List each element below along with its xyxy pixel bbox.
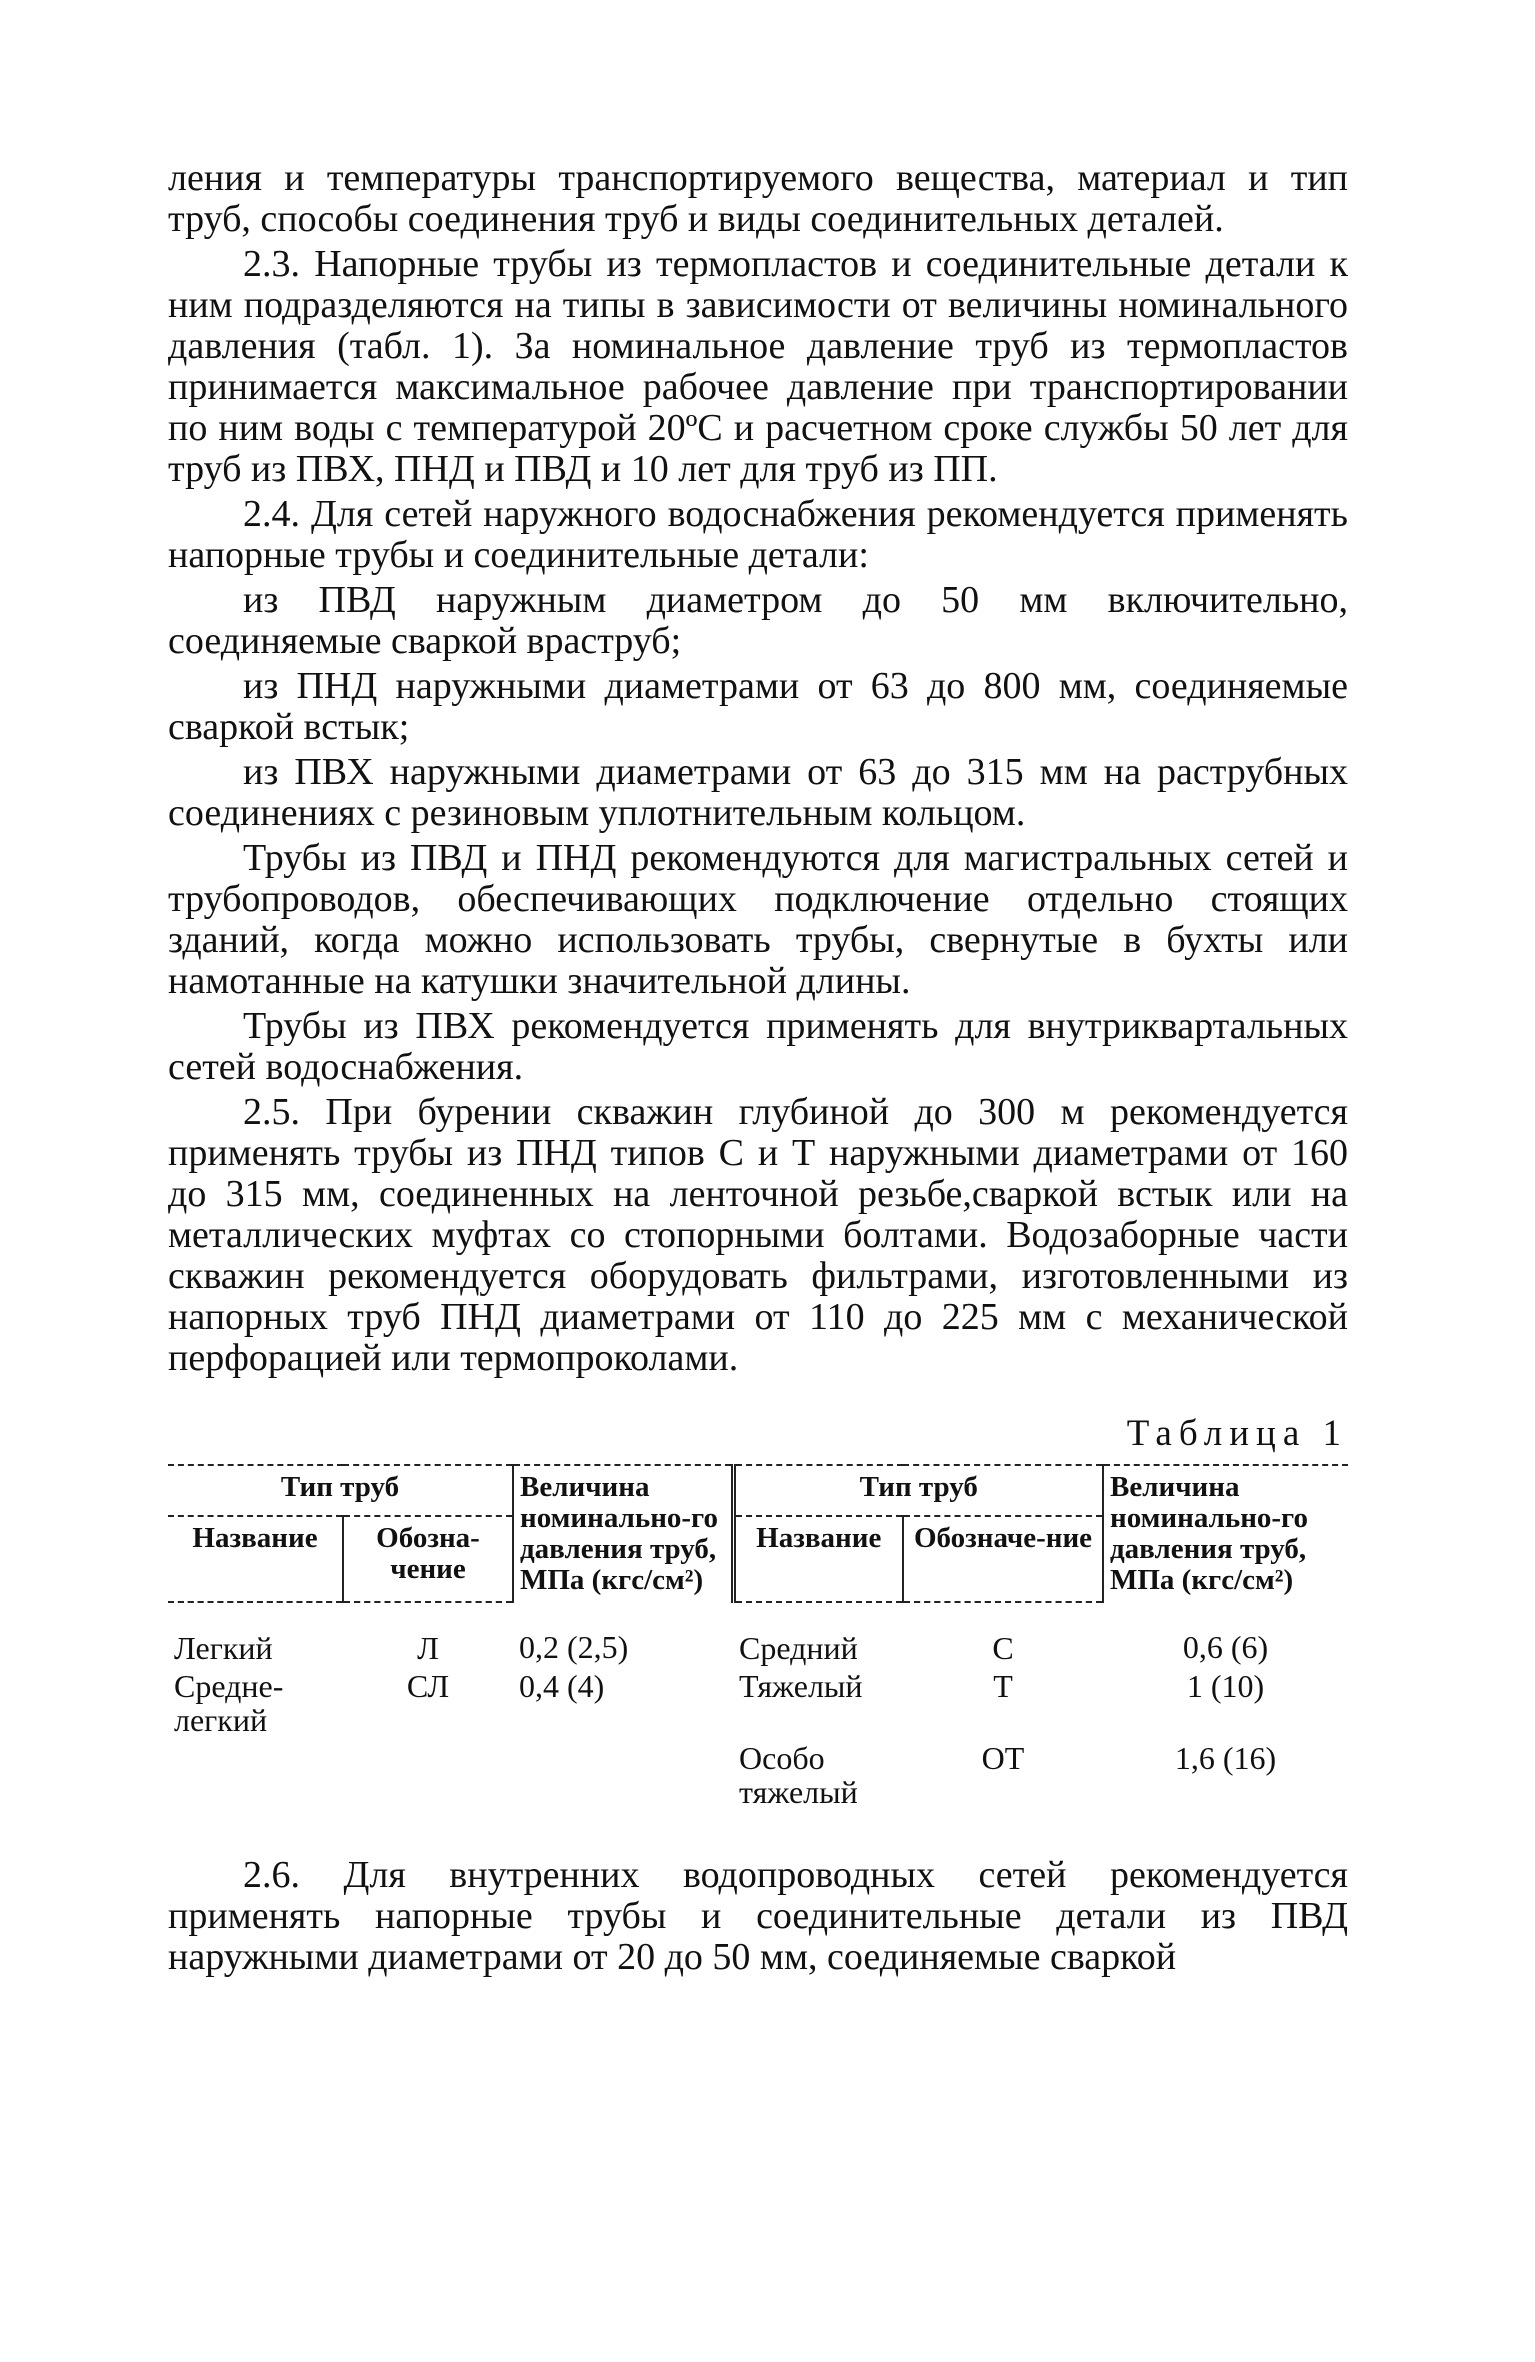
cell-code-right: ОТ — [981, 1740, 1025, 1776]
cell-code-right: Т — [993, 1668, 1013, 1704]
cell-name-left: Средне-легкий — [174, 1668, 284, 1738]
cell-code-left: Л — [417, 1630, 439, 1666]
cell-name-right: Особо тяжелый — [739, 1740, 858, 1810]
cell-name-right: Средний — [739, 1630, 858, 1666]
header-designation-right: Обозначе-ние — [903, 1516, 1103, 1602]
paragraph-continuation: ления и температуры транспортируемого вещества, материал и тип труб, способы соединения труб и виды соединительных деталей. — [168, 157, 1348, 240]
paragraph-2-5: 2.5. При бурении скважин глубиной до 300 м рекомендуется применять трубы из ПНД типов С и Т наружными диаметрами от 160 до 315 мм, соединенных на ленточной резьбе,сваркой встык или на металлических муфтах со стопорными болтами. Водозаборные части скважин рекомендуется оборудовать фильтрами, изготовленными из напорных труб ПНД диаметрами от 110 до 225 мм с механической перфорацией или термопроколами. — [168, 1091, 1348, 1379]
table-row — [168, 1602, 1348, 1667]
cell-name-right: Тяжелый — [739, 1668, 863, 1704]
paragraph-pvh-use: Трубы из ПВХ рекомендуется применять для внутриквартальных сетей водоснабжения. — [168, 1005, 1348, 1088]
cell-name-left: Легкий — [174, 1630, 273, 1666]
cell-code-right: С — [992, 1630, 1014, 1666]
cell-value-left: 0,4 (4) — [519, 1668, 605, 1704]
pipe-types-table — [168, 1464, 1348, 1811]
document-page — [168, 158, 1348, 1978]
header-name-left: Название — [168, 1516, 343, 1602]
header-type-group-left: Тип труб — [168, 1465, 513, 1516]
cell-value-right: 1 (10) — [1186, 1668, 1265, 1704]
cell-code-left — [343, 1739, 513, 1811]
paragraph-2-4: 2.4. Для сетей наружного водоснабжения рекомендуется применять напорные трубы и соединительные детали: — [168, 493, 1348, 576]
header-name-right: Название — [733, 1516, 903, 1602]
table-row — [168, 1667, 1348, 1739]
cell-code-left: СЛ — [406, 1668, 450, 1704]
header-type-group-right: Тип труб — [733, 1465, 1103, 1516]
cell-value-right: 0,6 (6) — [1182, 1629, 1269, 1665]
list-item-pvh: из ПВХ наружными диаметрами от 63 до 315 мм на раструбных соединениях с резиновым уплотнительным кольцом. — [168, 751, 1348, 834]
cell-value-left — [513, 1739, 733, 1811]
paragraph-2-6: 2.6. Для внутренних водопроводных сетей рекомендуется применять напорные трубы и соединительные детали из ПВД наружными диаметрами от 20 до 50 мм, соединяемые сваркой — [168, 1854, 1348, 1978]
header-pressure-right: Величина номинально-го давления труб, МПа (кгс/см²) — [1103, 1465, 1348, 1602]
table-row — [168, 1739, 1348, 1811]
cell-name-left — [168, 1739, 343, 1811]
list-item-pnd: из ПНД наружными диаметрами от 63 до 800 мм, соединяемые сваркой встык; — [168, 665, 1348, 748]
paragraph-pvd-pnd-use: Трубы из ПВД и ПНД рекомендуются для магистральных сетей и трубопроводов, обеспечивающих подключение отдельно стоящих зданий, когда можно использовать трубы, свернутые в бухты или намотанные на катушки значительной длины. — [168, 837, 1348, 1002]
paragraph-2-3: 2.3. Напорные трубы из термопластов и соединительные детали к ним подразделяются на типы в зависимости от величины номинального давления (табл. 1). За номинальное давление труб из термопластов принимается максимальное рабочее давление при транспортировании по ним воды с температурой 20ºС и расчетном сроке службы 50 лет для труб из ПВХ, ПНД и ПВД и 10 лет для труб из ПП. — [168, 243, 1348, 490]
cell-value-right: 1,6 (16) — [1174, 1740, 1277, 1776]
cell-value-left: 0,2 (2,5) — [519, 1629, 629, 1665]
table-caption: Таблица 1 — [1126, 1413, 1348, 1454]
list-item-pvd: из ПВД наружным диаметром до 50 мм включительно, соединяемые сваркой враструб; — [168, 579, 1348, 662]
header-pressure-left: Величина номинально-го давления труб, МПа (кгс/см²) — [513, 1465, 733, 1602]
header-designation-left: Обозна-чение — [343, 1516, 513, 1602]
